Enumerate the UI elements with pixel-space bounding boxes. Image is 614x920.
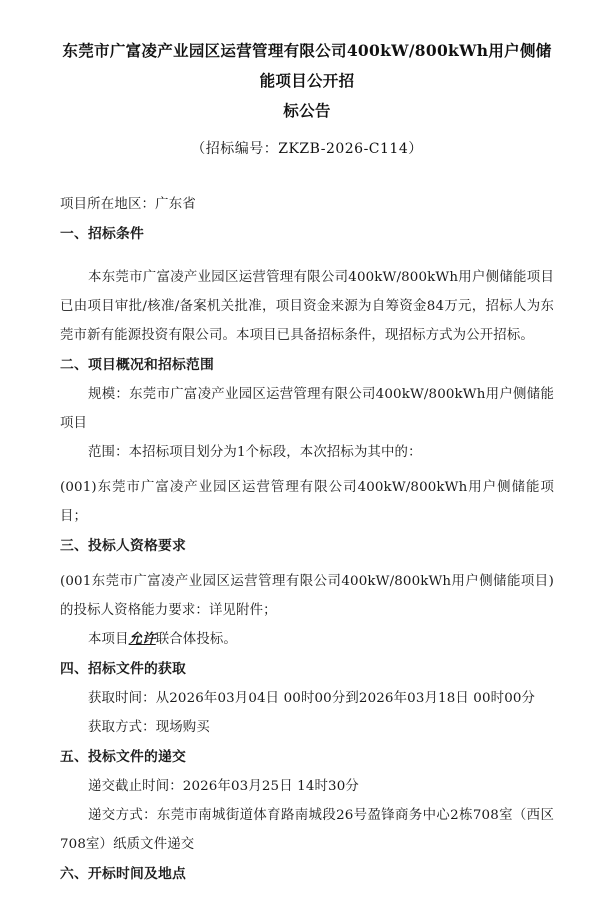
page-title-line2: 标公告	[283, 101, 331, 120]
section-heading-4: 四、招标文件的获取	[60, 661, 186, 677]
section-heading-1: 一、招标条件	[60, 226, 144, 242]
consortium-prefix: 本项目	[88, 632, 129, 647]
section-5-deadline: 递交截止时间：2026年03月25日 14时30分	[88, 779, 359, 794]
section-3-paragraph: (001东莞市广富凌产业园区运营管理有限公司400kW/800kWh用户侧储能项目)的投标人资格能力要求：详见附件；	[60, 574, 554, 618]
section-5-method: 递交方式：东莞市南城街道体育路南城段26号盈锋商务中心2栋708室（西区708室）纸质文件递交	[60, 808, 554, 852]
section-heading-5: 五、投标文件的递交	[60, 749, 186, 765]
section-4-method: 获取方式：现场购买	[88, 720, 210, 735]
page-title	[60, 36, 554, 126]
section-2-range: 范围：本招标项目划分为1个标段，本次招标为其中的：	[88, 445, 422, 460]
tender-code: （招标编号：ZKZB-2026-C114）	[191, 141, 423, 157]
section-3-consortium	[60, 625, 554, 654]
consortium-suffix: 联合体投标。	[155, 632, 237, 647]
section-heading-3: 三、投标人资格要求	[60, 538, 186, 554]
section-1-paragraph: 本东莞市广富凌产业园区运营管理有限公司400kW/800kWh用户侧储能项目已由项目审批/核准/备案机关批准，项目资金来源为自筹资金84万元，招标人为东莞市新有能源投资有限公司。本项目已具备招标条件，现招标方式为公开招标。	[60, 270, 554, 343]
consortium-emphasis: 允许	[128, 631, 156, 647]
section-2-lot: (001)东莞市广富凌产业园区运营管理有限公司400kW/800kWh用户侧储能项目；	[60, 480, 554, 524]
section-2-scale: 规模：东莞市广富凌产业园区运营管理有限公司400kW/800kWh用户侧储能项目	[60, 387, 554, 431]
project-location: 项目所在地区：广东省	[60, 197, 196, 212]
section-4-time: 获取时间：从2026年03月04日 00时00分到2026年03月18日 00时00分	[88, 691, 536, 706]
page-title-line1: 东莞市广富凌产业园区运营管理有限公司400kW/800kWh用户侧储能项目公开招	[62, 41, 552, 90]
section-heading-6: 六、开标时间及地点	[60, 866, 186, 882]
section-heading-2: 二、项目概况和招标范围	[60, 357, 214, 373]
